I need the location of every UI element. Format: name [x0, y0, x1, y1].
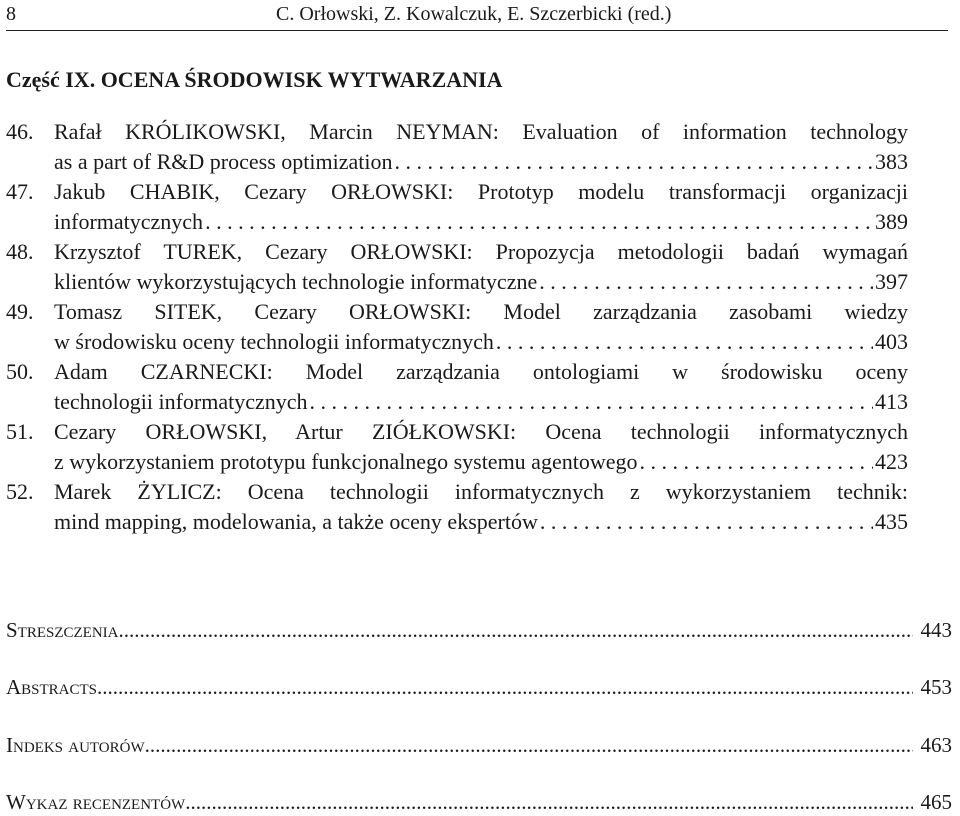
entry-number: 49.: [6, 299, 34, 324]
entry-number: 48.: [6, 239, 34, 264]
toc-entry: [6, 477, 908, 537]
entry-page: 423: [875, 449, 908, 474]
dot-leader: [119, 616, 913, 644]
entry-number: 52.: [6, 479, 34, 504]
back-matter-page: 465: [920, 790, 952, 814]
header-title: C. Orłowski, Z. Kowalczuk, E. Szczerbicki (red.): [276, 3, 672, 25]
dot-leader: [145, 731, 913, 759]
entry-number: 47.: [6, 179, 34, 204]
back-matter-abstracts: [6, 673, 952, 701]
page-number: 8: [6, 3, 16, 25]
entry-title-line1: Rafał KRÓLIKOWSKI, Marcin NEYMAN: Evaluation of information technology: [54, 119, 908, 144]
entry-title-line2: z wykorzystaniem prototypu funkcjonalnego systemu agentowego: [54, 449, 638, 474]
back-matter-title: Indeks autorów: [6, 733, 145, 757]
toc-entry: [6, 237, 908, 297]
entry-page: 397: [875, 269, 908, 294]
entry-title-line1: Adam CZARNECKI: Model zarządzania ontologiami w środowisku oceny: [54, 359, 908, 384]
toc-entry: [6, 357, 908, 417]
dot-leader: [538, 507, 873, 537]
dot-leader: [637, 447, 873, 477]
toc-entry: [6, 297, 908, 357]
entry-page: 413: [875, 389, 908, 414]
entry-title-line1: Cezary ORŁOWSKI, Artur ZIÓŁKOWSKI: Ocena technologii informatycznych: [54, 419, 908, 444]
toc-entry: [6, 177, 908, 237]
back-matter-page: 443: [920, 618, 952, 642]
running-header: [6, 0, 948, 31]
dot-leader: [392, 147, 873, 177]
entry-title-line1: Tomasz SITEK, Cezary ORŁOWSKI: Model zarządzania zasobami wiedzy: [54, 299, 908, 324]
dot-leader: [537, 267, 873, 297]
back-matter-indeks: [6, 731, 952, 759]
entry-title-line2: as a part of R&D process optimization: [54, 149, 393, 174]
entry-title-line2: informatycznych: [54, 209, 204, 234]
toc-entry: [6, 417, 908, 477]
entry-page: 389: [875, 209, 908, 234]
back-matter-recenzenci: [6, 788, 952, 816]
back-matter-page: 463: [920, 733, 952, 757]
entry-title-line2: w środowisku oceny technologii informatycznych: [54, 329, 494, 354]
back-matter-title: Abstracts: [6, 675, 98, 699]
entry-page: 403: [875, 329, 908, 354]
entry-title-line2: technologii informatycznych: [54, 389, 308, 414]
dot-leader: [494, 327, 873, 357]
back-matter-page: 453: [920, 675, 952, 699]
back-matter-title: Streszczenia: [6, 618, 119, 642]
toc-entry: [6, 117, 908, 177]
part-title: Część IX. OCENA ŚRODOWISK WYTWARZANIA: [6, 67, 503, 92]
entry-title-line1: Jakub CHABIK, Cezary ORŁOWSKI: Prototyp modelu transformacji organizacji: [54, 179, 908, 204]
dot-leader: [203, 207, 873, 237]
toc-list: [6, 117, 908, 537]
entry-page: 435: [875, 509, 908, 534]
dot-leader: [97, 673, 912, 701]
entry-number: 50.: [6, 359, 34, 384]
entry-page: 383: [875, 149, 908, 174]
back-matter-streszczenia: [6, 616, 952, 644]
entry-number: 46.: [6, 119, 34, 144]
entry-title-line1: Marek ŻYLICZ: Ocena technologii informatycznych z wykorzystaniem technik:: [54, 479, 908, 504]
dot-leader: [308, 387, 873, 417]
entry-title-line1: Krzysztof TUREK, Cezary ORŁOWSKI: Propozycja metodologii badań wymagań: [54, 239, 908, 264]
entry-number: 51.: [6, 419, 34, 444]
dot-leader: [185, 788, 912, 816]
entry-title-line2: mind mapping, modelowania, a także oceny ekspertów: [54, 509, 538, 534]
entry-title-line2: klientów wykorzystujących technologie informatyczne: [54, 269, 538, 294]
back-matter-title: Wykaz recenzentów: [6, 790, 186, 814]
